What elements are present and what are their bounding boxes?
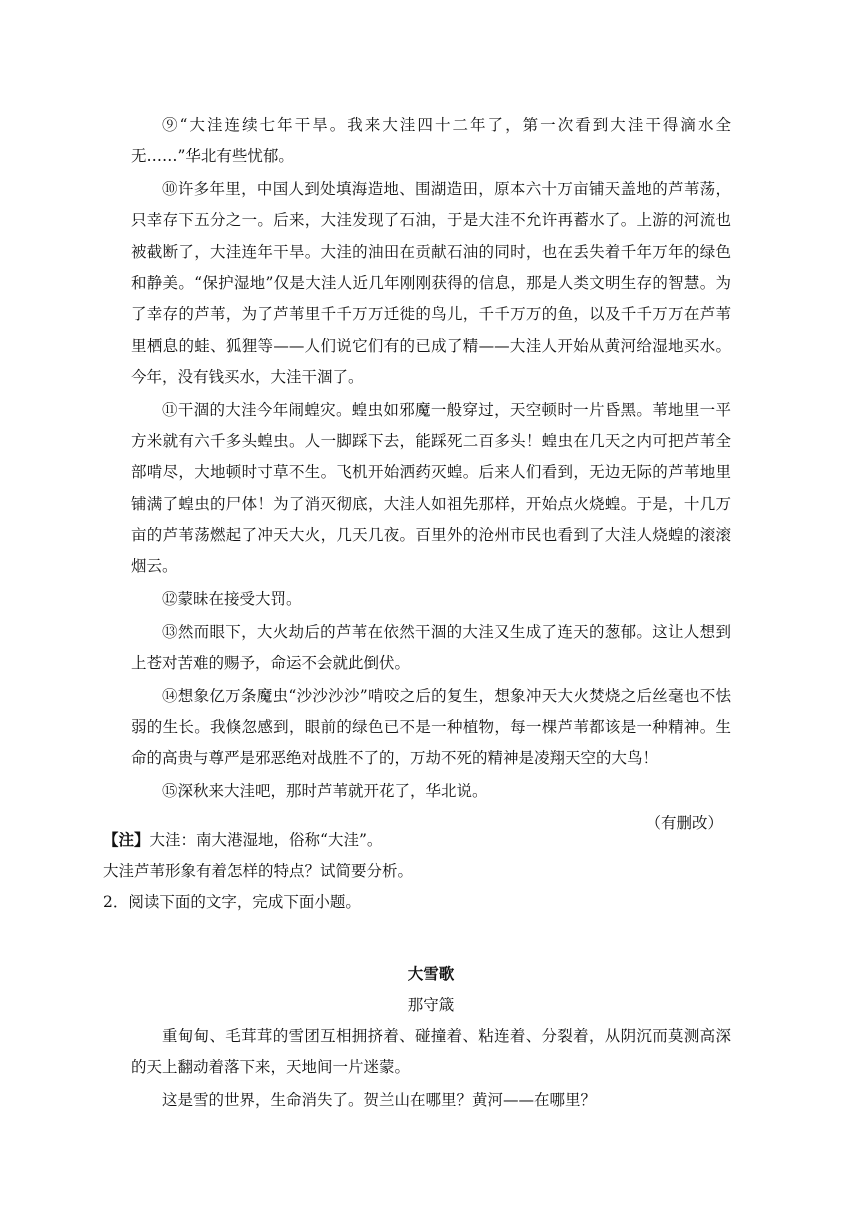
question-section [103, 824, 733, 918]
paragraph-9: ⑨“大洼连续七年干旱。我来大洼四十二年了，第一次看到大洼干得滴水全无……”华北有些忧郁。 [131, 116, 731, 166]
edit-credit: （有删改） [645, 813, 723, 832]
question-2-prompt: 2．阅读下面的文字，完成下面小题。 [103, 893, 361, 911]
paragraph-11: ⑪干涸的大洼今年闹蝗灾。蝗虫如邪魔一般穿过，天空顿时一片昏黑。苇地里一平方米就有六千多头蝗虫。人一脚踩下去，能踩死二百多头！蝗虫在几天之内可把芦苇全部啃尽，大地顿时寸草不生。飞机开始洒药灭蝗。后来人们看到，无边无际的芦苇地里铺满了蝗虫的尸体！为了消灭彻底，大洼人如祖先那样，开始点火烧蝗。于是，十几万亩的芦苇荡燃起了冲天大火，几天几夜。百里外的沧州市民也看到了大洼人烧蝗的滚滚烟云。 [131, 400, 731, 576]
footnote [103, 824, 733, 856]
footnote-text: 大洼：南大港湿地，俗称“大洼”。 [149, 831, 383, 849]
paragraph-15: ⑮深秋来大洼吧，那时芦苇就开花了，华北说。 [162, 782, 488, 801]
footnote-label: 【注】 [103, 830, 150, 849]
article-title: 大雪歌 [407, 964, 455, 983]
article-paragraph-2: 这是雪的世界，生命消失了。贺兰山在哪里？黄河——在哪里？ [162, 1091, 597, 1110]
paragraph-13: ⑬然而眼下，大火劫后的芦苇在依然干涸的大洼又生成了连天的葱郁。这让人想到上苍对苦难的赐予，命运不会就此倒伏。 [131, 622, 731, 673]
article-2 [131, 952, 731, 1116]
document-content [131, 110, 731, 839]
article-paragraph-1: 重甸甸、毛茸茸的雪团互相拥挤着、碰撞着、粘连着、分裂着，从阴沉而莫测高深的天上翻动着落下来，天地间一片迷蒙。 [131, 1027, 731, 1077]
paragraph-14: ⑭想象亿万条魔虫“沙沙沙沙”啃咬之后的复生，想象冲天大火焚烧之后丝毫也不怯弱的生长。我倏忽感到，眼前的绿色已不是一种植物，每一棵芦苇都该是一种精神。生命的高贵与尊严是邪恶绝对战胜不了的，万劫不死的精神是凌翔天空的大鸟！ [131, 686, 731, 768]
paragraph-12: ⑫蒙昧在接受大罚。 [162, 589, 302, 608]
paragraph-10: ⑩许多年里，中国人到处填海造地、围湖造田，原本六十万亩铺天盖地的芦苇荡，只幸存下五分之一。后来，大洼发现了石油，于是大洼不允许再蓄水了。上游的河流也被截断了，大洼连年干旱。大洼的油田在贡献石油的同时，也在丢失着千年万年的绿色和静美。“保护湿地”仅是大洼人近几年刚刚获得的信息，那是人类文明生存的智慧。为了幸存的芦苇，为了芦苇里千千万万迁徙的鸟儿，千千万万的鱼，以及千千万万在芦苇里栖息的蛙、狐狸等——人们说它们有的已成了精——大洼人开始从黄河给湿地买水。今年，没有钱买水，大洼干涸了。 [131, 180, 731, 386]
question-1: 大洼芦苇形象有着怎样的特点？试简要分析。 [103, 862, 414, 880]
article-author: 那守箴 [407, 996, 455, 1014]
